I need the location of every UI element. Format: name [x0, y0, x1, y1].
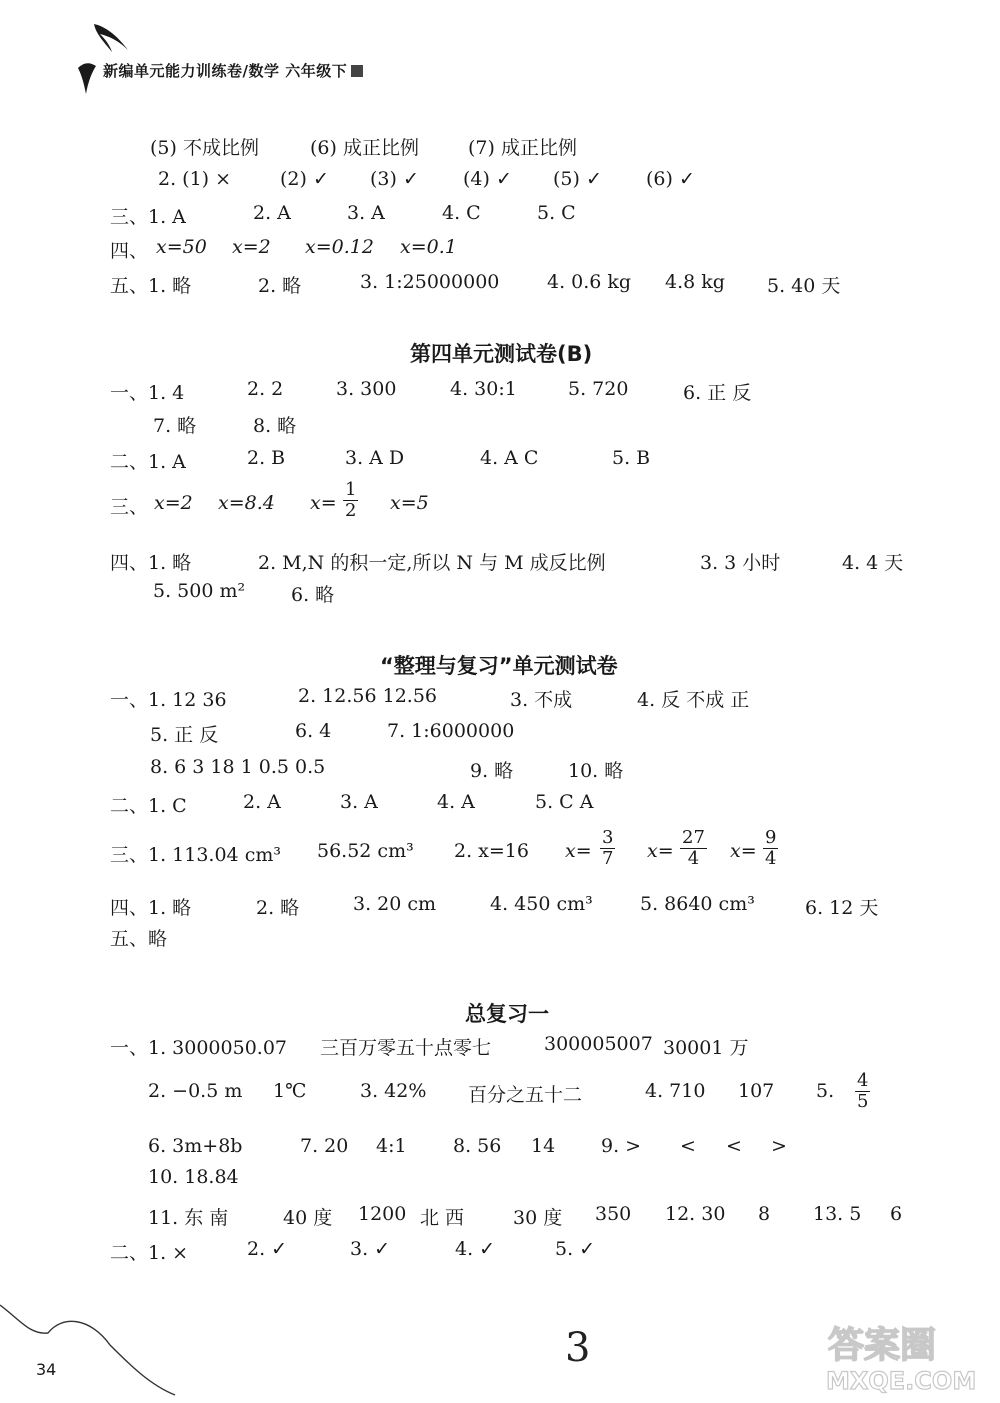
answer: 5. C A	[535, 791, 594, 813]
answer: 四、1. 略	[110, 897, 192, 919]
answer: x=50	[156, 236, 207, 258]
answer: 2. ✓	[247, 1238, 288, 1260]
denominator: 4	[765, 848, 777, 869]
answer: 4. C	[442, 202, 481, 224]
answer: 4. 450 cm³	[490, 893, 593, 915]
answer: 7. 1:6000000	[387, 720, 515, 742]
answer: 40 度	[283, 1207, 333, 1229]
answer: (5) ✓	[553, 168, 602, 190]
answer: 2. B	[247, 447, 286, 469]
answer: x=8.4	[218, 492, 275, 514]
answer: 一、1. 4	[110, 382, 185, 404]
answer: 3. 42%	[360, 1080, 427, 1102]
answer: 3. 1:25000000	[360, 271, 500, 293]
watermark-line1: 答案圈	[828, 1325, 937, 1366]
answer: 2. x=16	[454, 840, 529, 862]
answer: 1200	[358, 1203, 407, 1225]
watermark-line2: MXQE.COM	[826, 1367, 977, 1395]
answer: 5. ✓	[555, 1238, 596, 1260]
answer: 11. 东 南	[148, 1207, 229, 1229]
answer: (7) 成正比例	[468, 137, 577, 159]
answer: 2. 12.56 12.56	[298, 685, 437, 707]
answer: x=5	[390, 492, 429, 514]
answer: 5. 40 天	[767, 275, 841, 297]
answer: 4. ✓	[455, 1238, 496, 1260]
denominator: 2	[345, 500, 357, 521]
answer: 107	[738, 1080, 775, 1102]
answer: 4:1	[376, 1135, 407, 1157]
header-square-icon	[351, 65, 363, 77]
numerator: 4	[857, 1070, 869, 1091]
answer: 5. B	[612, 447, 651, 469]
fraction	[855, 1071, 870, 1112]
answer: 5.	[816, 1080, 835, 1102]
section-title-general-review: 总复习一	[465, 1002, 549, 1026]
answer: >	[771, 1135, 787, 1157]
answer: 2. −0.5 m	[148, 1080, 243, 1102]
answer: 3. 3 小时	[700, 552, 781, 574]
answer: (2) ✓	[280, 168, 329, 190]
answer: 14	[531, 1135, 556, 1157]
answer: 6. 12 天	[805, 897, 879, 919]
denominator: 7	[602, 848, 614, 869]
answer: 10. 18.84	[148, 1166, 239, 1188]
answer: 4. A C	[480, 447, 539, 469]
answer: 7. 20	[300, 1135, 349, 1157]
answer: 2. (1) ×	[158, 168, 232, 190]
answer: <	[726, 1135, 742, 1157]
answer: 三、1. A	[110, 206, 186, 228]
answer: 12. 30	[665, 1203, 726, 1225]
answer: 5. 500 m²	[153, 580, 246, 602]
answer: 6. 略	[291, 584, 335, 606]
page-header	[103, 60, 363, 81]
answer: 2. A	[253, 202, 291, 224]
watermark-logo	[820, 1315, 990, 1395]
answer: 3. ✓	[350, 1238, 391, 1260]
answer: 6. 3m+8b	[148, 1135, 243, 1157]
answer: 5. 正 反	[150, 724, 219, 746]
numerator: 27	[682, 827, 705, 848]
answer: 30 度	[513, 1207, 563, 1229]
answer: 4. 4 天	[842, 552, 904, 574]
answer: 2. A	[243, 791, 281, 813]
answer: (6) 成正比例	[310, 137, 419, 159]
answer: 四、1. 略	[110, 552, 192, 574]
header-text: 新编单元能力训练卷/数学 六年级下	[103, 62, 348, 80]
fraction	[343, 480, 358, 521]
numerator: 1	[345, 479, 357, 500]
fraction	[680, 828, 707, 869]
fraction	[763, 828, 778, 869]
answer: 二、1. ×	[110, 1242, 189, 1264]
answer: 30001 万	[663, 1037, 749, 1059]
answer: 7. 略	[153, 415, 197, 437]
answer: 北 西	[420, 1207, 465, 1229]
answer: 5. 8640 cm³	[640, 893, 755, 915]
answer: 二、1. A	[110, 451, 186, 473]
answer: 6	[890, 1203, 903, 1225]
answer: 五、略	[110, 928, 168, 950]
answer: 3. A	[340, 791, 378, 813]
answer: x=2	[232, 236, 271, 258]
answer: 4.8 kg	[665, 271, 725, 293]
answer: 四、	[110, 240, 149, 262]
answer: 3. 不成	[510, 689, 573, 711]
answer: 5. 720	[568, 378, 629, 400]
answer: 百分之五十二	[468, 1084, 583, 1106]
answer: x=	[310, 492, 337, 514]
answer: 5. C	[537, 202, 576, 224]
answer: 五、1. 略	[110, 275, 192, 297]
answer: 9. >	[601, 1135, 642, 1157]
answer: 三百万零五十点零七	[320, 1037, 492, 1059]
numerator: 9	[765, 827, 777, 848]
answer: 13. 5	[813, 1203, 862, 1225]
answer: 2. 略	[258, 275, 302, 297]
answer: (6) ✓	[646, 168, 695, 190]
answer: 2. 2	[247, 378, 284, 400]
answer: 300005007	[544, 1033, 653, 1055]
answer: x=0.1	[400, 236, 457, 258]
answer: 3. 300	[336, 378, 397, 400]
answer: x=0.12	[305, 236, 374, 258]
answer: x=	[647, 840, 674, 862]
answer: 3. 20 cm	[353, 893, 437, 915]
section-title-unit4b: 第四单元测试卷(B)	[410, 342, 593, 366]
answer: 2. M,N 的积一定,所以 N 与 M 成反比例	[258, 552, 606, 574]
answer: 二、1. C	[110, 795, 187, 817]
answer: 4. A	[437, 791, 475, 813]
answer: 3. A D	[345, 447, 405, 469]
answer: 三、1. 113.04 cm³	[110, 844, 281, 866]
answer: 1℃	[273, 1080, 307, 1102]
answer: 4. 反 不成 正	[637, 689, 750, 711]
answer: (4) ✓	[463, 168, 512, 190]
answer: 4. 710	[645, 1080, 706, 1102]
answer: 8	[758, 1203, 771, 1225]
handwritten-mark: 3	[565, 1325, 591, 1371]
answer: (3) ✓	[370, 168, 419, 190]
answer: 10. 略	[568, 760, 624, 782]
answer: 56.52 cm³	[317, 840, 414, 862]
answer: 4. 30:1	[450, 378, 517, 400]
bird-logo-icon	[70, 18, 140, 98]
answer: 2. 略	[256, 897, 300, 919]
answer: x=	[565, 840, 592, 862]
answer: 一、1. 3000050.07	[110, 1037, 288, 1059]
answer: 3. A	[347, 202, 385, 224]
fraction	[600, 828, 615, 869]
answer: 6. 4	[295, 720, 332, 742]
answer: 8. 6 3 18 1 0.5 0.5	[150, 756, 326, 778]
numerator: 3	[602, 827, 614, 848]
answer: <	[680, 1135, 696, 1157]
answer: 6. 正 反	[683, 382, 752, 404]
section-title-review-unit: “整理与复习”单元测试卷	[380, 654, 618, 678]
page-number: 34	[36, 1360, 57, 1379]
answer: x=	[730, 840, 757, 862]
answer: 三、	[110, 496, 149, 518]
answer: x=2	[154, 492, 193, 514]
answer: (5) 不成比例	[150, 137, 259, 159]
corner-decoration-icon	[0, 1295, 180, 1403]
answer: 9. 略	[470, 760, 514, 782]
answer: 一、1. 12 36	[110, 689, 227, 711]
answer: 8. 56	[453, 1135, 502, 1157]
answer: 350	[595, 1203, 632, 1225]
answer: 4. 0.6 kg	[547, 271, 632, 293]
denominator: 5	[857, 1091, 869, 1112]
denominator: 4	[687, 848, 700, 869]
answer: 8. 略	[253, 415, 297, 437]
